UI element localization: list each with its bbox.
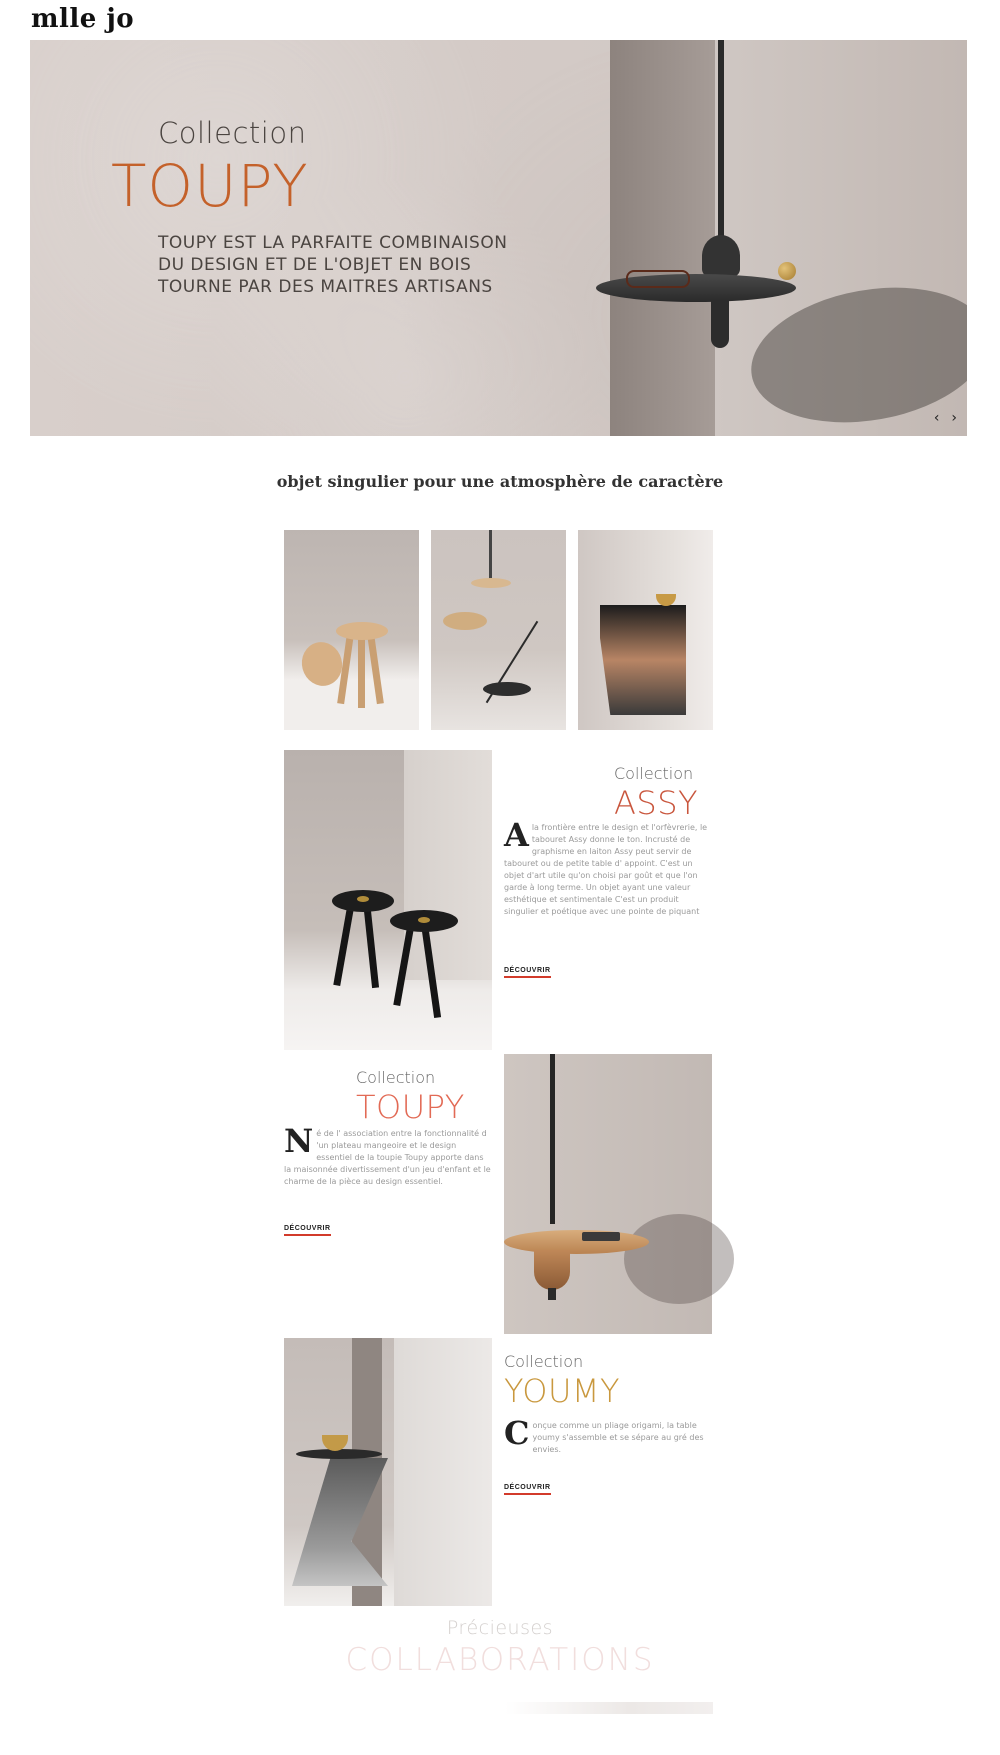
phone-on-tray: [582, 1232, 620, 1241]
assy-text: la frontière entre le design et l'orfèvrerie, le tabouret Assy donne le ton. Incrusté de graphisme en laiton Assy peut servir de tabouret ou de petite table d' appoint. C'est un objet d'art utile qu'on choisi par goût et que l'on garde à long terme. Un objet ayant une valeur esthétique et sentimentale C'est un produit singulier et poétique avec une pointe de piquant: [504, 823, 708, 916]
pendant-rod: [489, 530, 492, 580]
dropcap: C: [504, 1414, 530, 1452]
tray-tip: [548, 1288, 556, 1300]
assy-title: ASSY: [614, 784, 699, 822]
youmy-collection-label: Collection: [504, 1352, 584, 1371]
glasses-image: [626, 270, 690, 288]
toupy-image[interactable]: [504, 1054, 712, 1334]
hero-banner: [30, 40, 967, 436]
stool-seat: [336, 622, 388, 640]
stool-leg: [358, 638, 365, 708]
youmy-text: onçue comme un pliage origami, la table youmy s'assemble et se sépare au gré des envies.: [532, 1421, 704, 1454]
wood-bowl: [443, 612, 487, 630]
youmy-title: YOUMY: [504, 1372, 621, 1410]
collaborations-image-edge: [505, 1702, 713, 1714]
chevron-right-icon[interactable]: ›: [951, 410, 957, 426]
side-table: [600, 605, 686, 715]
pendant-rod: [550, 1054, 555, 1224]
stool-leg: [364, 910, 379, 988]
assy-discover-link[interactable]: DÉCOUVRIR: [504, 967, 551, 978]
stool-leg: [367, 634, 384, 704]
hero-description-line: DU DESIGN ET DE L'OBJET EN BOIS: [158, 255, 472, 275]
youmy-table-top: [296, 1449, 382, 1459]
toupy-description: [284, 1122, 492, 1188]
pendant-rod: [718, 40, 724, 240]
stool-leg: [333, 908, 353, 986]
tagline: objet singulier pour une atmosphère de caractère: [276, 472, 724, 491]
hero-title: TOUPY: [111, 152, 309, 220]
collaborations-title: COLLABORATIONS: [345, 1642, 655, 1678]
collaborations-pretitle: Précieuses: [446, 1617, 554, 1639]
hero-collection-label: Collection: [158, 116, 307, 150]
thumbnail-youmy-table[interactable]: [578, 530, 713, 730]
dark-top: [483, 682, 531, 696]
dropcap: N: [284, 1122, 314, 1160]
hero-shadow-column: [610, 40, 715, 436]
assy-collection-label: Collection: [614, 764, 694, 783]
thumbnail-wood-stool[interactable]: [284, 530, 419, 730]
brass-ball: [778, 262, 796, 280]
chevron-left-icon[interactable]: ‹: [933, 410, 940, 426]
brand-logo[interactable]: mlle jo: [31, 4, 135, 34]
assy-discover-link-wrap: [504, 959, 551, 978]
pendant-tip: [711, 300, 729, 348]
hero-description: [158, 232, 538, 298]
tray-shadow: [624, 1214, 734, 1304]
hero-description-line: TOUPY EST LA PARFAITE COMBINAISON: [158, 233, 508, 253]
toupy-text: é de l' association entre la fonctionnalité d 'un plateau mangeoire et le design essentiel de la toupie Toupy apporte dans la maisonnée divertissement d'un jeu d'enfant et le charme de la pièce au design essentiel.: [284, 1129, 491, 1186]
youmy-discover-link[interactable]: DÉCOUVRIR: [504, 1484, 551, 1495]
gold-inlay: [418, 917, 430, 923]
toupy-discover-link[interactable]: DÉCOUVRIR: [284, 1225, 331, 1236]
slider-arrows: [926, 409, 957, 426]
wood-cone: [534, 1250, 570, 1290]
assy-description: [504, 816, 712, 918]
brass-bowl: [656, 594, 676, 606]
hero-description-line: TOURNE PAR DES MAITRES ARTISANS: [158, 277, 493, 297]
toupy-collection-label: Collection: [356, 1068, 436, 1087]
thumbnail-toupy-set[interactable]: [431, 530, 566, 730]
wood-tray: [504, 1230, 649, 1254]
youmy-description: [504, 1414, 704, 1456]
youmy-image[interactable]: [284, 1338, 492, 1606]
assy-image[interactable]: [284, 750, 492, 1050]
pendant-tray: [471, 578, 511, 588]
wall-light-patch: [394, 1338, 492, 1606]
toupy-title: TOUPY: [356, 1088, 465, 1126]
wall-light-patch: [404, 750, 492, 980]
toupy-discover-link-wrap: [284, 1217, 331, 1236]
dropcap: A: [504, 816, 529, 854]
youmy-discover-link-wrap: [504, 1476, 551, 1495]
pendant-cone: [702, 235, 740, 277]
gold-inlay: [357, 896, 369, 902]
